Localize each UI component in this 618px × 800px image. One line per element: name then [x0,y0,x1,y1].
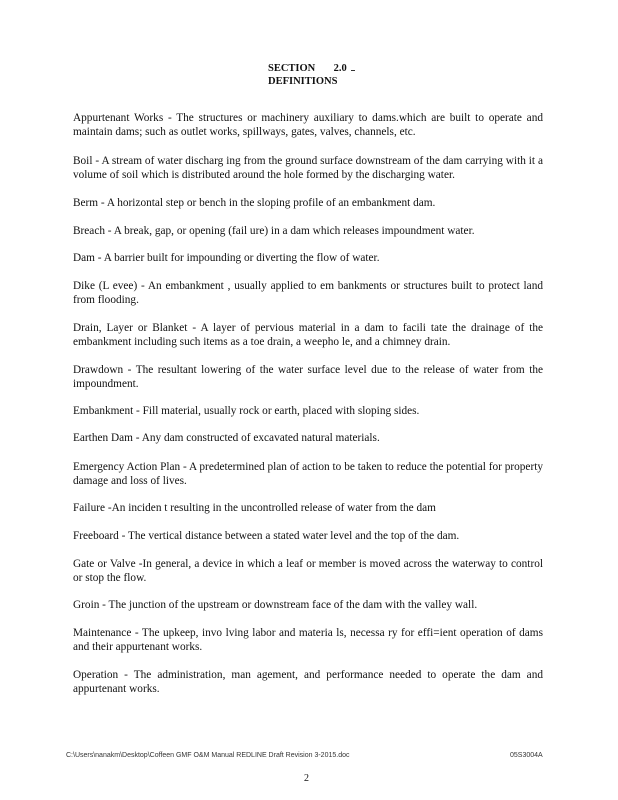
footer-file-path: C:\Users\nanakm\Desktop\Coffeen GMF O&M Manual REDLINE Draft Revision 3-2015.doc [66,752,350,759]
definition-breach: Breach - A break, gap, or opening (fail ure) in a dam which releases impoundment water. [73,225,475,237]
section-label: SECTION [268,63,316,74]
definition-dike: Dike (L evee) - An embankment , usually applied to em bankments or structures built to protect land from flooding. [73,280,543,306]
footer-doc-code: 05S3004A [510,752,543,759]
definition-appurtenant-works: Appurtenant Works - The structures or machinery auxiliary to dams.which are built to operate and maintain dams; such as outlet works, spillways, gates, valves, channels, etc. [73,112,543,138]
definition-embankment: Embankment - Fill material, usually rock or earth, placed with sloping sides. [73,405,420,417]
definition-drain: Drain, Layer or Blanket - A layer of pervious material in a dam to facili tate the drainage of the embankment including such items as a toe drain, a weepho le, and a chimney drain. [73,322,543,348]
section-title: DEFINITIONS [268,76,338,87]
definition-operation: Operation - The administration, man agement, and performance needed to operate the dam and appurtenant works. [73,669,543,695]
page-number: 2 [304,773,309,784]
definition-dam: Dam - A barrier built for impounding or diverting the flow of water. [73,252,380,264]
definition-drawdown: Drawdown - The resultant lowering of the water surface level due to the release of water from the impoundment. [73,364,543,390]
definition-freeboard: Freeboard - The vertical distance between a stated water level and the top of the dam. [73,530,460,542]
section-heading [268,62,355,88]
definition-boil: Boil - A stream of water discharg ing from the ground surface downstream of the dam carrying with it a volume of soil which is distributed around the hole formed by the discharging water. [73,155,543,181]
section-number: 2.0 [333,63,347,74]
definition-emergency-action-plan: Emergency Action Plan - A predetermined plan of action to be taken to reduce the potential for property damage and loss of lives. [73,461,543,487]
definition-berm: Berm - A horizontal step or bench in the sloping profile of an embankment dam. [73,197,436,209]
definition-groin: Groin - The junction of the upstream or downstream face of the dam with the valley wall. [73,599,478,611]
definition-gate-or-valve: Gate or Valve -In general, a device in which a leaf or member is moved across the waterway to control or stop the flow. [73,558,543,584]
definition-earthen-dam: Earthen Dam - Any dam constructed of excavated natural materials. [73,432,380,444]
definition-maintenance: Maintenance - The upkeep, invo lving labor and materia ls, necessa ry for effi=ient operation of dams and their appurtenant works. [73,627,543,653]
definition-failure: Failure -An inciden t resulting in the uncontrolled release of water from the dam [73,502,436,514]
